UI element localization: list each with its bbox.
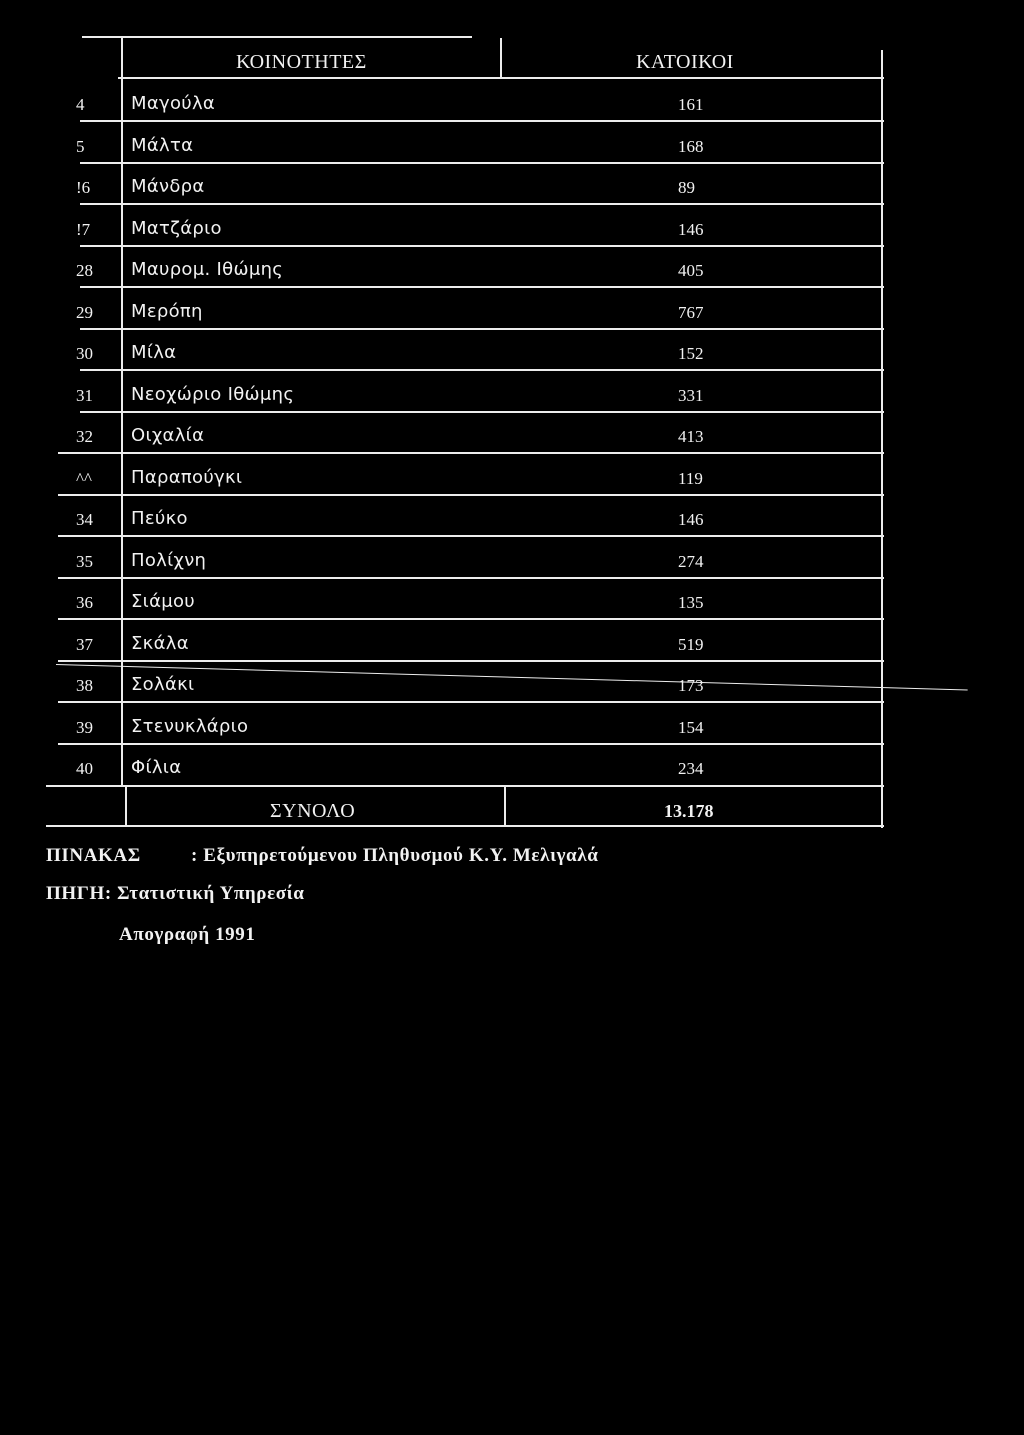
total-divider-mid	[504, 787, 506, 827]
community-name: Πολίχνη	[131, 550, 207, 571]
community-name: Σιάμου	[131, 591, 196, 612]
residents-value: 405	[678, 261, 704, 280]
community-name: Μάλτα	[131, 135, 194, 156]
row-rule	[58, 577, 884, 579]
community-name: Φίλια	[131, 757, 182, 778]
total-value: 13.178	[664, 801, 714, 821]
row-number: 40	[76, 759, 93, 778]
table-top-rule	[82, 36, 472, 38]
community-name: Στενυκλάριο	[131, 716, 249, 737]
residents-value: 173	[678, 676, 704, 695]
community-name: Ματζάριο	[131, 218, 222, 239]
header-communities: ΚΟΙΝΟΤΗΤΕΣ	[236, 51, 367, 73]
row-rule	[58, 743, 884, 745]
residents-value: 135	[678, 593, 704, 612]
total-label: ΣΥΝΟΛΟ	[270, 800, 356, 822]
total-divider-left	[125, 787, 127, 827]
residents-value: 331	[678, 386, 704, 405]
row-number: 35	[76, 552, 93, 571]
table-right-border	[881, 50, 883, 828]
census-line: Απογραφή 1991	[119, 924, 256, 945]
row-rule	[80, 120, 884, 122]
row-rule	[58, 701, 884, 703]
residents-value: 89	[678, 178, 695, 197]
row-number: 31	[76, 386, 93, 405]
row-rule	[58, 618, 884, 620]
row-rule	[80, 411, 884, 413]
row-rule	[80, 203, 884, 205]
row-rule	[58, 660, 884, 662]
row-number: 38	[76, 676, 93, 695]
row-number: 29	[76, 303, 93, 322]
community-name: Σκάλα	[131, 633, 189, 654]
row-number: 32	[76, 427, 93, 446]
header-residents: ΚΑΤΟΙΚΟΙ	[636, 51, 734, 73]
table-label: ΠΙΝΑΚΑΣ	[46, 845, 141, 866]
source-line: ΠΗΓΗ: Στατιστική Υπηρεσία	[46, 883, 305, 904]
residents-value: 161	[678, 95, 704, 114]
community-name: Πεύκο	[131, 508, 188, 529]
community-name: Σολάκι	[131, 674, 195, 695]
residents-value: 519	[678, 635, 704, 654]
row-number: 4	[76, 95, 85, 114]
row-number: 5	[76, 137, 85, 156]
row-number: 30	[76, 344, 93, 363]
community-name: Μαγούλα	[131, 93, 216, 114]
row-number: !7	[76, 220, 91, 239]
row-number: ^^	[76, 469, 92, 488]
row-rule	[80, 286, 884, 288]
row-number: 34	[76, 510, 93, 529]
community-name: Οιχαλία	[131, 425, 205, 446]
residents-value: 274	[678, 552, 704, 571]
row-number: 36	[76, 593, 93, 612]
community-name: Μερόπη	[131, 301, 203, 322]
community-name: Μίλα	[131, 342, 177, 363]
residents-value: 146	[678, 220, 704, 239]
table-caption: : Εξυπηρετούμενου Πληθυσμού Κ.Υ. Μελιγαλά	[191, 845, 599, 866]
community-name: Νεοχώριο Ιθώμης	[131, 384, 295, 405]
residents-value: 119	[678, 469, 703, 488]
row-rule	[58, 452, 884, 454]
row-rule	[80, 245, 884, 247]
row-number: 28	[76, 261, 93, 280]
row-number: 37	[76, 635, 93, 654]
community-name: Παραπούγκι	[131, 467, 243, 488]
residents-value: 146	[678, 510, 704, 529]
row-rule	[80, 328, 884, 330]
row-number: !6	[76, 178, 91, 197]
residents-value: 413	[678, 427, 704, 446]
row-rule	[80, 369, 884, 371]
total-bottom-rule	[46, 825, 884, 827]
row-number: 39	[76, 718, 93, 737]
row-rule	[58, 535, 884, 537]
residents-value: 154	[678, 718, 704, 737]
row-rule	[58, 494, 884, 496]
total-top-rule	[46, 785, 884, 787]
community-name: Μαυρομ. Ιθώμης	[131, 259, 284, 280]
col-divider-mid	[500, 38, 502, 78]
residents-value: 234	[678, 759, 704, 778]
community-name: Μάνδρα	[131, 176, 205, 197]
residents-value: 168	[678, 137, 704, 156]
residents-value: 152	[678, 344, 704, 363]
row-rule	[80, 162, 884, 164]
residents-value: 767	[678, 303, 704, 322]
